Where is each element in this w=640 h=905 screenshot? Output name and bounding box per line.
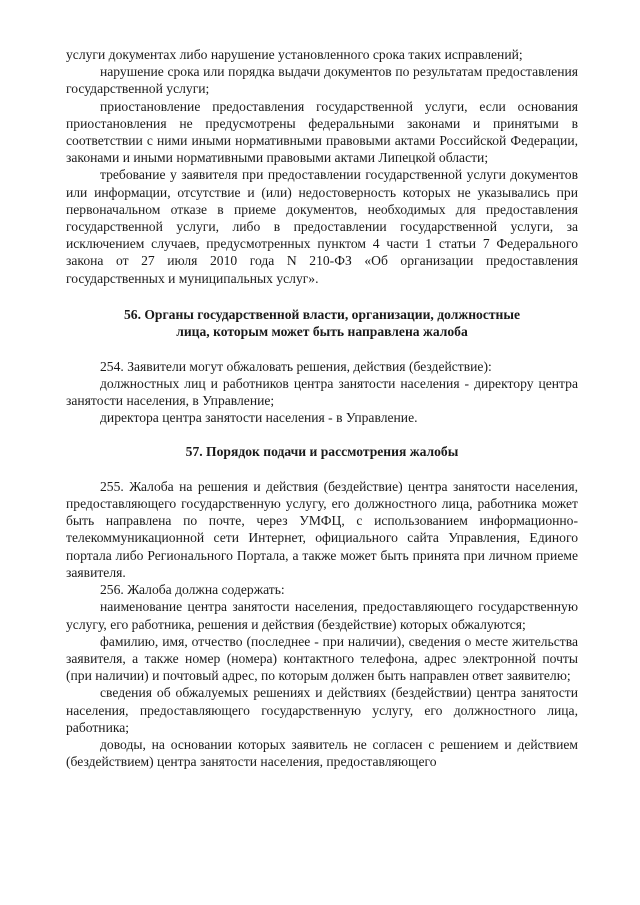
document-body xyxy=(66,46,578,770)
paragraph-item: сведения об обжалуемых решениях и действиях (бездействии) центра занятости населения, предоставляющего государственную услугу, его должностного лица, работника; xyxy=(66,685,578,735)
section-57-heading: 57. Порядок подачи и рассмотрения жалобы xyxy=(185,444,459,460)
paragraph-item: фамилию, имя, отчество (последнее - при наличии), сведения о месте жительства заявителя, а также номер (номера) контактного телефона, адрес электронной почты (при наличии) и почтовый адрес, по которым должен быть направлен ответ заявителю; xyxy=(66,633,578,684)
paragraph-item: требование у заявителя при предоставлении государственной услуги документов или информации, отсутствие и (или) недостоверность которых не указывались при первоначальном отказе в приеме документов, необходимых для предоставления государственной услуги, либо в предоставлении государственной услуги, за исключением случаев, предусмотренных пунктом 4 части 1 статьи 7 Федерального закона от 27 июля 2010 года N 210-ФЗ «Об организации предоставления государственных и муниципальных услуг». xyxy=(66,167,578,286)
section-56-body xyxy=(66,358,578,427)
paragraph-continuation: услуги документах либо нарушение установленного срока таких исправлений; xyxy=(66,47,523,62)
paragraph-item: нарушение срока или порядка выдачи документов по результатам предоставления государственной услуги; xyxy=(66,64,578,97)
paragraph-256: 256. Жалоба должна содержать: xyxy=(100,582,285,598)
paragraph-item: наименование центра занятости населения, предоставляющего государственную услугу, его работника, решения и действия (бездействие) которых обжалуются; xyxy=(66,599,578,632)
paragraph-254: 254. Заявители могут обжаловать решения, действия (бездействие): xyxy=(100,358,492,374)
section-56-heading-line2: лица, которым может быть направлена жалоба xyxy=(176,324,468,340)
paragraph-255: 255. Жалоба на решения и действия (бездействие) центра занятости населения, предоставляющего государственную услугу, его должностного лица, работника может быть направлена по почте, через УМФЦ, с использованием информационно-телекоммуникационной сети Интернет, официального сайта Управления, Единого портала либо Регионального Портала, а также может быть принята при личном приеме заявителя. xyxy=(66,478,578,580)
paragraph-item: должностных лиц и работников центра занятости населения - директору центра занятости населения, в Управление; xyxy=(66,375,578,409)
section-56-heading-line1: 56. Органы государственной власти, организации, должностные xyxy=(123,306,521,322)
paragraph-item: доводы, на основании которых заявитель не согласен с решением и действием (бездействием) центра занятости населения, предоставляющего xyxy=(66,736,578,770)
section-57-body xyxy=(66,478,578,770)
section-56-heading xyxy=(66,306,578,341)
paragraph-item: приостановление предоставления государственной услуги, если основания приостановления не предусмотрены федеральными законами и принятыми в соответствии с ними иными нормативными правовыми актами Российской Федерации, законами и иными нормативными правовыми актами Липецкой области; xyxy=(66,98,578,166)
paragraph-item: директора центра занятости населения - в Управление. xyxy=(100,410,418,426)
